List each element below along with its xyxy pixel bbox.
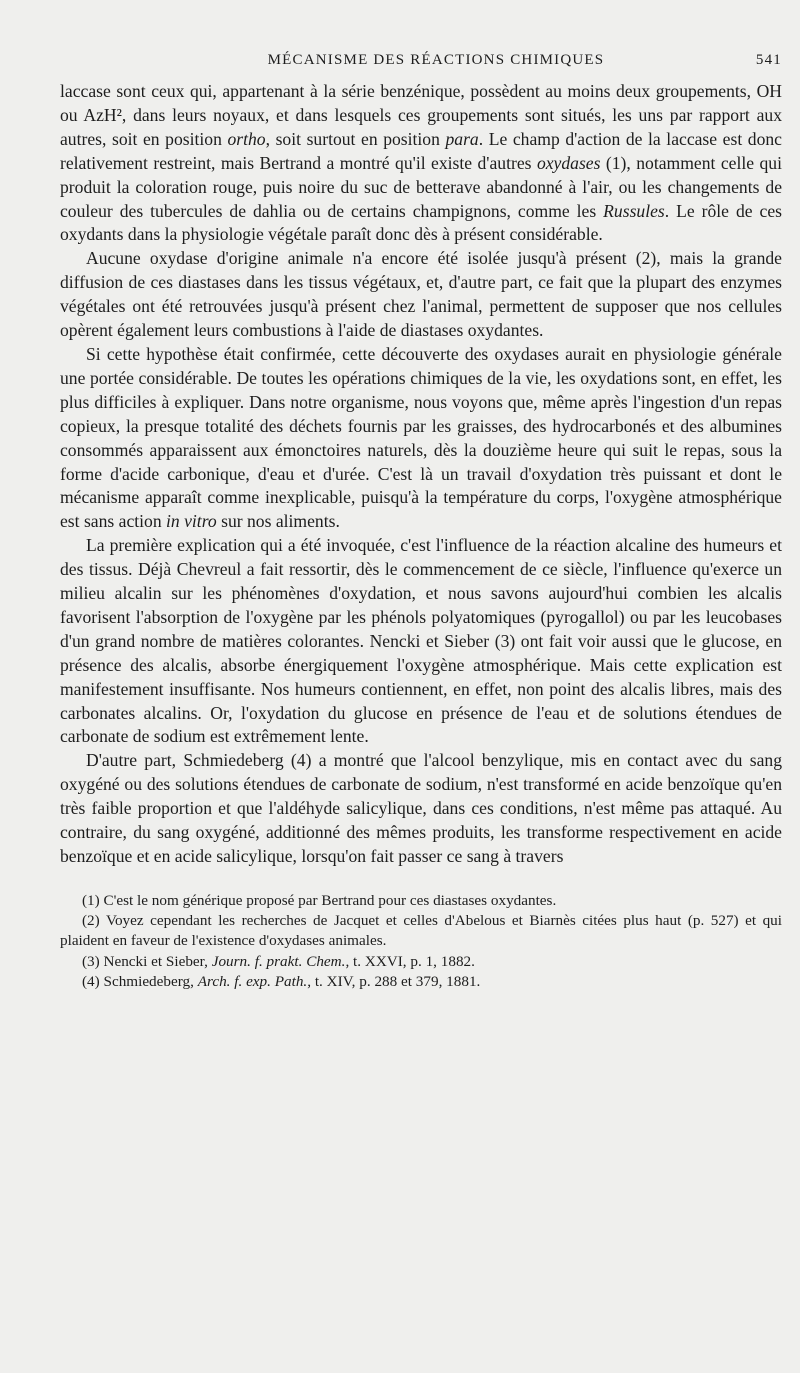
footnote [60, 972, 782, 992]
text-run: (1), notamment celle qui produit la coloration rouge, puis noire du suc de betterave abandonné à l'air, ou les changements de couleur des tubercules de dahlia ou de certains champignons, comme les [60, 152, 782, 221]
italic-run: Journ. f. prakt. Chem. [211, 952, 346, 970]
text-run: , soit surtout en position [265, 128, 446, 149]
text-run: Si cette hypothèse était confirmée, cette découverte des oxydases aurait en physiologie générale une portée considérable. De toutes les opérations chimiques de la vie, les oxydations sont, en effet, les plus difficiles à expliquer. Dans notre organisme, nous voyons que, même après l'ingestion d'un repas copieux, la presque totalité des déchets fournis par les graisses, des hydrocarbonés et des albumines consommés apparaissent aux émonctoires naturels, dès la douzième heure qui suit le repas, sous la forme d'acide carbonique, d'eau et d'urée. C'est là un travail d'oxydation très puissant et dont le mécanisme apparaît comme inexplicable, puisqu'à la température du corps, l'oxygène atmosphérique est sans action [60, 343, 782, 532]
text-run: sur nos aliments. [216, 511, 340, 532]
footnote [60, 911, 782, 951]
text-run: D'autre part, Schmiedeberg (4) a montré que l'alcool benzylique, mis en contact avec du sang oxygéné ou des solutions étendues de carbonate de sodium, n'est transformé en acide benzoïque qu'en très faible proportion et que l'aldéhyde salicylique, dans ces conditions, n'est même pas attaqué. Au contraire, du sang oxygéné, additionné des mêmes produits, les transforme respectivement en acide benzoïque et en acide salicylique, lorsqu'on fait passer ce sang à travers [60, 750, 782, 866]
italic-run: Arch. f. exp. Path. [197, 972, 308, 990]
text-run: (2) Voyez cependant les recherches de Jacquet et celles d'Abelous et Biarnès citées plus haut (p. 527) et qui plaident en faveur de l'existence d'oxydases animales. [60, 912, 782, 950]
page [60, 52, 782, 992]
italic-run: para [445, 128, 479, 149]
paragraph [60, 534, 782, 749]
footnotes [60, 891, 782, 992]
text-run: (4) Schmiedeberg, [82, 972, 198, 990]
text-run: , t. XXVI, p. 1, 1882. [345, 952, 475, 970]
italic-run: oxydases [536, 152, 601, 173]
footnote [60, 952, 782, 972]
italic-run: Russules [603, 200, 665, 221]
paragraph [60, 80, 782, 247]
body-text [60, 80, 782, 869]
footnote [60, 891, 782, 911]
running-title: MÉCANISME DES RÉACTIONS CHIMIQUES [267, 52, 605, 68]
italic-run: ortho [227, 128, 266, 149]
paragraph [60, 749, 782, 869]
text-run: laccase sont ceux qui, appartenant à la série benzénique, possèdent au moins deux groupements, OH ou AzH², dans leurs noyaux, et dans lesquels ces groupements sont situés, les uns par rapport aux autres, soit en position [60, 81, 782, 149]
page-number: 541 [755, 52, 782, 68]
text-run: (1) C'est le nom générique proposé par Bertrand pour ces diastases oxydantes. [82, 891, 557, 909]
running-head [60, 52, 782, 80]
paragraph [60, 343, 782, 534]
paragraph [60, 247, 782, 343]
text-run: La première explication qui a été invoquée, c'est l'influence de la réaction alcaline des humeurs et des tissus. Déjà Chevreul a fait ressortir, dès le commencement de ce siècle, l'influence qu'exerce un milieu alcalin sur les phénomènes d'oxydation, et nous savons aujourd'hui combien les alcalis favorisent l'absorption de l'oxygène par les phénols polyatomiques (pyrogallol) ou par les leucobases d'un grand nombre de matières colorantes. Nencki et Sieber (3) ont fait voir aussi que le glucose, en présence des alcalis, absorbe énergiquement l'oxygène atmosphérique. Mais cette explication est manifestement insuffisante. Nos humeurs contiennent, en effet, non point des alcalis libres, mais des carbonates alcalins. Or, l'oxydation du glucose en présence de l'eau et de solutions étendues de carbonate de sodium est extrêmement lente. [60, 535, 782, 747]
text-run: , t. XIV, p. 288 et 379, 1881. [307, 972, 481, 990]
text-run: . Le rôle de ces oxydants dans la physiologie végétale paraît donc dès à présent considérable. [60, 200, 782, 245]
italic-run: in vitro [166, 511, 217, 532]
text-run: . Le champ d'action de la laccase est donc relativement restreint, mais Bertrand a montré qu'il existe d'autres [60, 128, 782, 173]
text-run: Aucune oxydase d'origine animale n'a encore été isolée jusqu'à présent (2), mais la grande diffusion de ces diastases dans les tissus végétaux, et, d'autre part, ce fait que la plupart des enzymes végétales ont été retrouvées jusqu'à présent chez l'animal, permettent de supposer que nos cellules opèrent également leurs combustions à l'aide de diastases oxydantes. [60, 248, 782, 341]
text-run: (3) Nencki et Sieber, [82, 952, 212, 970]
